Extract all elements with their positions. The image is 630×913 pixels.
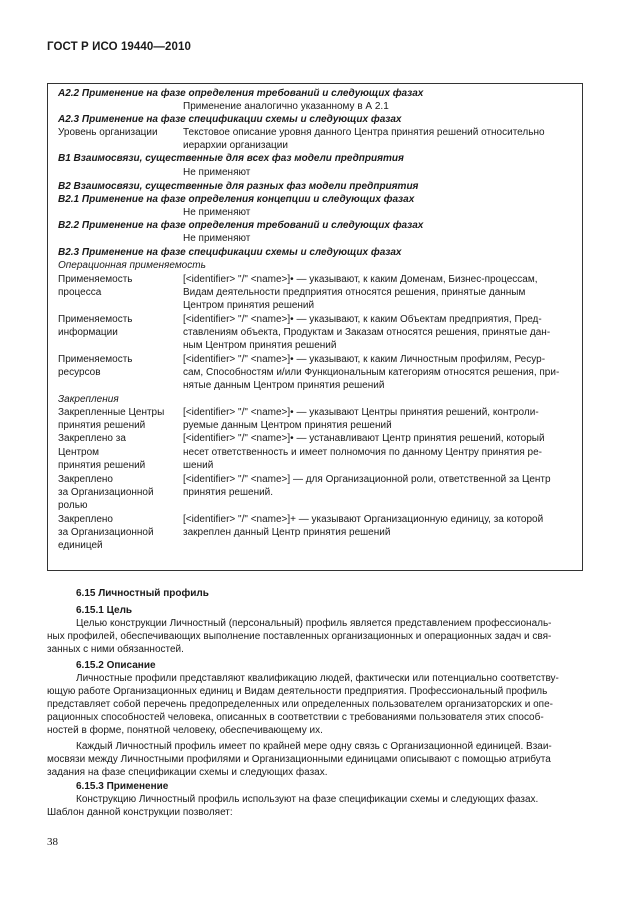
table-value: [<identifier> "/" <name>]+ — указывают Организационную единицу, за которой	[183, 514, 544, 525]
subsection-heading: 6.15.3 Применение	[76, 781, 169, 792]
document-header: ГОСТ Р ИСО 19440—2010	[47, 41, 192, 53]
paragraph-line: ющую работе Организационных единиц и Видам деятельности предприятия. Профессиональный профиль	[47, 686, 548, 697]
table-attribute-label: процесса	[58, 287, 102, 298]
page-number: 38	[47, 836, 58, 848]
table-value: принятия решений.	[183, 487, 274, 498]
table-group-heading: Закрепления	[58, 394, 119, 405]
table-attribute-label: Закрепленные Центры	[58, 407, 165, 418]
section-heading: 6.15 Личностный профиль	[76, 588, 209, 599]
table-attribute-label: принятия решений	[58, 460, 146, 471]
table-attribute-label: Закреплено	[58, 514, 113, 525]
table-section-heading: В2 Взаимосвязи, существенные для разных фаз модели предприятия	[58, 181, 419, 192]
table-value: Не применяют	[183, 233, 251, 244]
table-attribute-label: Закреплено за	[58, 433, 126, 444]
table-attribute-label: Закреплено	[58, 474, 113, 485]
table-attribute-label: за Организационной	[58, 527, 154, 538]
table-value: ставлениям объекта, Продуктам и Заказам относятся решения, принятые дан-	[183, 327, 551, 338]
table-value: сам, Способностям и/или Функциональным категориям относятся решения, при-	[183, 367, 560, 378]
table-attribute-label: Центром	[58, 447, 100, 458]
table-group-heading: Операционная применяемость	[58, 260, 206, 271]
table-value: шений	[183, 460, 214, 471]
table-attribute-label: Применяемость	[58, 314, 133, 325]
table-section-heading: А2.2 Применение на фазе определения требований и следующих фазах	[58, 88, 424, 99]
table-attribute-label: Применяемость	[58, 274, 133, 285]
table-value: Применение аналогично указанному в А 2.1	[183, 101, 389, 112]
paragraph-line: Каждый Личностный профиль имеет по крайней мере одну связь с Организационной единицей. Взаи-	[76, 741, 552, 752]
paragraph-line: представляет собой перечень предопределенных или определенных пользователем организаторских и опе-	[47, 699, 553, 710]
paragraph-line: Шаблон данной конструкции позволяет:	[47, 807, 233, 818]
table-attribute-label: ролью	[58, 500, 88, 511]
table-attribute-label: Уровень организации	[58, 127, 158, 138]
table-attribute-label: ресурсов	[58, 367, 101, 378]
paragraph-line: Личностные профили представляют квалификацию людей, фактически или потенциально соответству-	[76, 673, 559, 684]
table-value: ным Центром принятия решений	[183, 340, 337, 351]
table-value: руемые данным Центром принятия решений	[183, 420, 392, 431]
subsection-heading: 6.15.2 Описание	[76, 660, 156, 671]
table-value: [<identifier> "/" <name>]• — указывают, к каким Объектам предприятия, Пред-	[183, 314, 542, 325]
paragraph-line: мосвязи между Личностными профилями и Организационными единицами описывают с помощью атрибута	[47, 754, 551, 765]
table-attribute-label: за Организационной	[58, 487, 154, 498]
table-value: [<identifier> "/" <name>]• — указывают, к каким Личностным профилям, Ресур-	[183, 354, 546, 365]
table-value: нятые данным Центром принятия решений	[183, 380, 385, 391]
table-value: закреплен данный Центр принятия решений	[183, 527, 391, 538]
table-section-heading: В2.1 Применение на фазе определения концепции и следующих фазах	[58, 194, 415, 205]
paragraph-line: задания на фазе спецификации схемы и следующих фазах.	[47, 767, 328, 778]
table-attribute-label: информации	[58, 327, 118, 338]
table-value: [<identifier> "/" <name>]• — устанавливают Центр принятия решений, который	[183, 433, 545, 444]
table-value: Текстовое описание уровня данного Центра принятия решений относительно	[183, 127, 545, 138]
paragraph-line: ных профилей, обеспечивающих выполнение поставленных организационных и операционных задач и свя-	[47, 631, 552, 642]
table-value: Не применяют	[183, 207, 251, 218]
table-value: [<identifier> "/" <name>]• — указывают Центры принятия решений, контроли-	[183, 407, 539, 418]
table-value: Не применяют	[183, 167, 251, 178]
table-value: несет ответственность и имеет полномочия по данному Центру принятия ре-	[183, 447, 542, 458]
paragraph-line: Конструкцию Личностный профиль используют на фазе спецификации схемы и следующих фазах.	[76, 794, 539, 805]
table-section-heading: В2.3 Применение на фазе спецификации схемы и следующих фазах	[58, 247, 402, 258]
table-value: иерархии организации	[183, 140, 288, 151]
table-attribute-label: принятия решений	[58, 420, 146, 431]
table-section-heading: В1 Взаимосвязи, существенные для всех фаз модели предприятия	[58, 153, 404, 164]
table-value: Центром принятия решений	[183, 300, 315, 311]
table-value: [<identifier> "/" <name>] — для Организационной роли, ответственной за Центр	[183, 474, 551, 485]
table-attribute-label: Применяемость	[58, 354, 133, 365]
paragraph-line: ностей в форме, понятной человеку, обеспечивающему их.	[47, 725, 323, 736]
paragraph-line: рационных способностей человека, описанных в соответствии с требованиями пользователя этих способ-	[47, 712, 544, 723]
table-value: Видам деятельности предприятия относятся решения, принятые данным	[183, 287, 526, 298]
table-attribute-label: единицей	[58, 540, 103, 551]
table-section-heading: А2.3 Применение на фазе спецификации схемы и следующих фазах	[58, 114, 402, 125]
subsection-heading: 6.15.1 Цель	[76, 605, 133, 616]
paragraph-line: Целью конструкции Личностный (персональный) профиль является представлением профессиональ-	[76, 618, 552, 629]
paragraph-line: занных с ними обязанностей.	[47, 644, 184, 655]
table-value: [<identifier> "/" <name>]• — указывают, к каким Доменам, Бизнес-процессам,	[183, 274, 538, 285]
table-section-heading: В2.2 Применение на фазе определения требований и следующих фазах	[58, 220, 424, 231]
